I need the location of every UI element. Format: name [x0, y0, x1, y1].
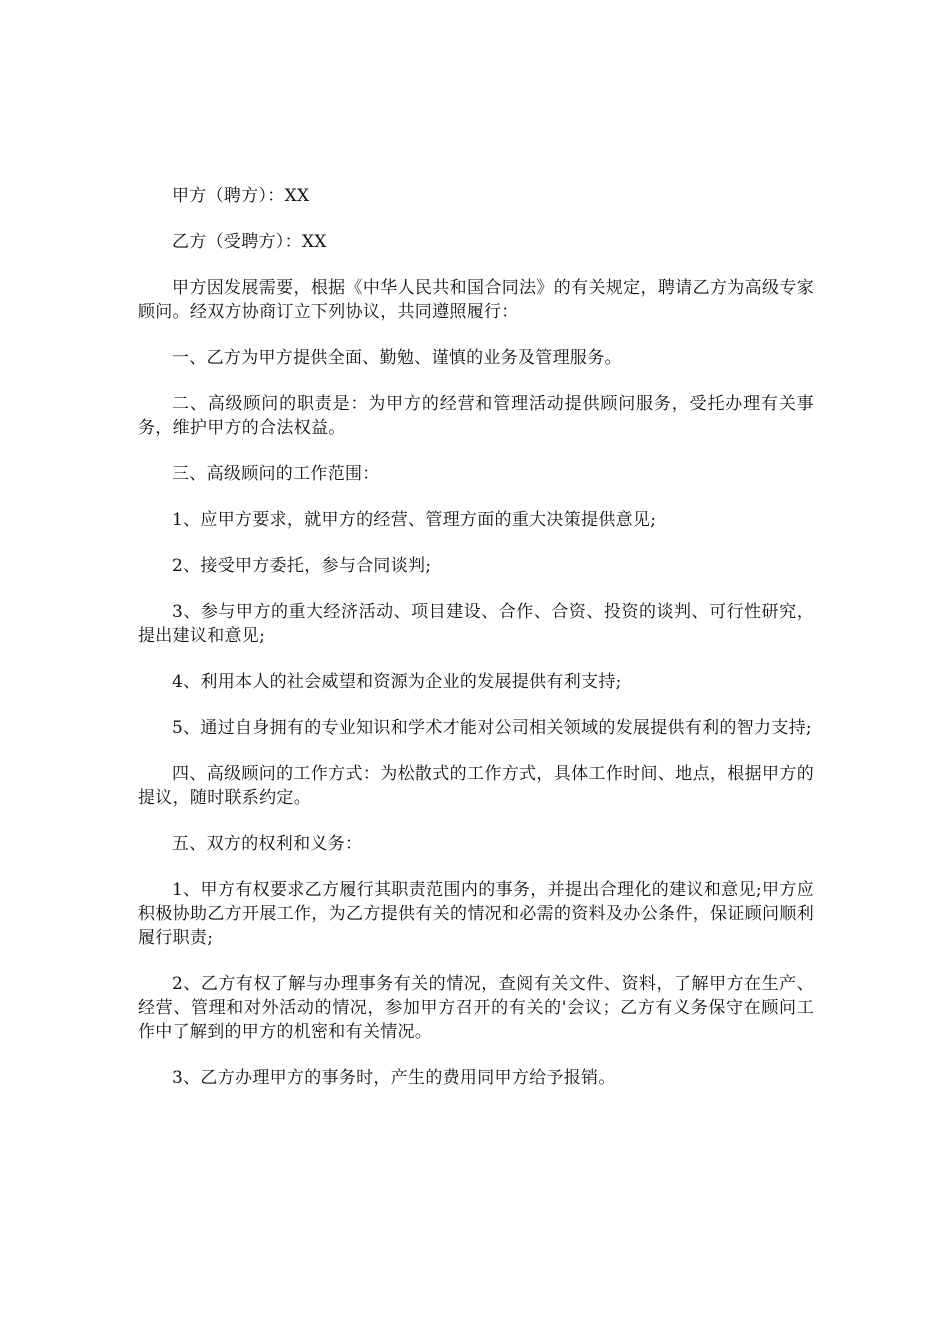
party-a-line: 甲方（聘方）：XX	[172, 186, 310, 206]
clause-1: 一、乙方为甲方提供全面、勤勉、谨慎的业务及管理服务。	[172, 348, 622, 368]
clause-4: 四、高级顾问的工作方式：为松散式的工作方式，具体工作时间、地点，根据甲方的提议，随时联系约定。	[138, 764, 814, 808]
clause-5-item-3: 3、乙方办理甲方的事务时，产生的费用同甲方给予报销。	[172, 1068, 616, 1088]
clause-3-item-3: 3、参与甲方的重大经济活动、项目建设、合作、合资、投资的谈判、可行性研究，提出建议和意见;	[138, 602, 814, 646]
clause-5-heading: 五、双方的权利和义务：	[172, 834, 363, 854]
clause-5-item-2: 2、乙方有权了解与办理事务有关的情况，查阅有关文件、资料，了解甲方在生产、经营、管理和对外活动的情况，参加甲方召开的有关的'会议；乙方有义务保守在顾问工作中了解到的甲方的机密和有关情况。	[138, 974, 814, 1042]
clause-2: 二、高级顾问的职责是：为甲方的经营和管理活动提供顾问服务，受托办理有关事务，维护甲方的合法权益。	[138, 394, 814, 438]
clause-3-item-4: 4、利用本人的社会威望和资源为企业的发展提供有利支持;	[172, 672, 622, 692]
clause-5-item-1: 1、甲方有权要求乙方履行其职责范围内的事务，并提出合理化的建议和意见;甲方应积极协助乙方开展工作，为乙方提供有关的情况和必需的资料及办公条件，保证顾问顺利履行职责;	[138, 880, 814, 948]
clause-3-heading: 三、高级顾问的工作范围：	[172, 464, 380, 484]
preamble-paragraph: 甲方因发展需要，根据《中华人民共和国合同法》的有关规定，聘请乙方为高级专家顾问。经双方协商订立下列协议，共同遵照履行：	[138, 278, 814, 322]
clause-3-item-5: 5、通过自身拥有的专业知识和学术才能对公司相关领域的发展提供有利的智力支持;	[172, 718, 812, 738]
party-b-line: 乙方（受聘方）：XX	[172, 232, 327, 252]
clause-3-item-2: 2、接受甲方委托，参与合同谈判;	[172, 556, 432, 576]
clause-3-item-1: 1、应甲方要求，就甲方的经营、管理方面的重大决策提供意见;	[172, 510, 657, 530]
document-body	[138, 184, 814, 1112]
